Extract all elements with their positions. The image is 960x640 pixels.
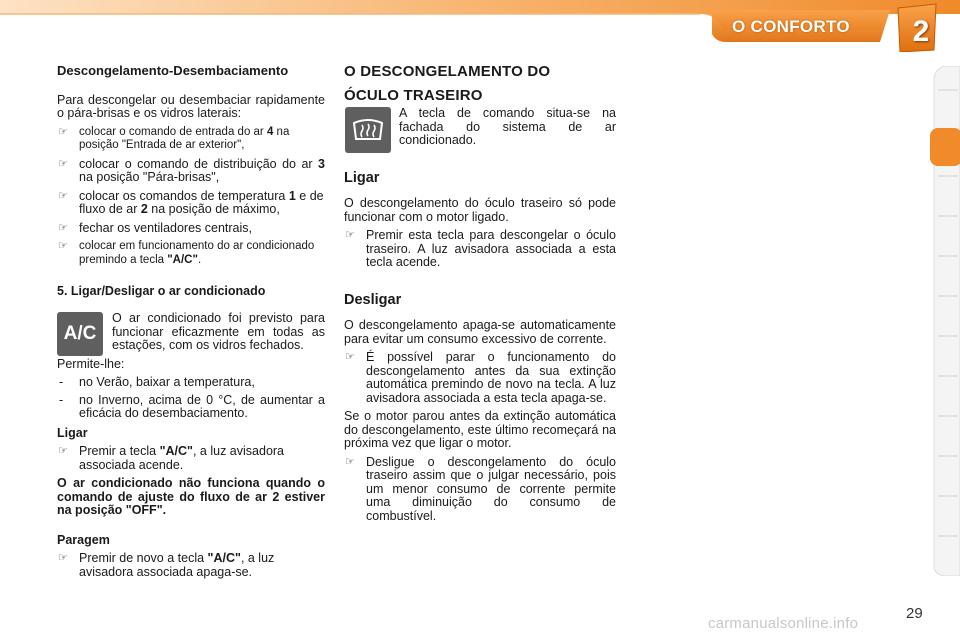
list-item: ☞ Premir de novo a tecla "A/C", a luz avisadora associada apaga-se.: [58, 551, 275, 579]
list-item: ☞ colocar o comando de entrada do ar 4 na posição "Entrada de ar exterior",: [58, 125, 290, 151]
right-intro: A tecla de comando situa-se na fachada do sistema de ar condicionado.: [399, 106, 616, 147]
right-ligar-text: O descongelamento do óculo traseiro só pode funcionar com o motor ligado.: [344, 196, 616, 224]
right-heading-line1: O DESCONGELAMENTO DO: [344, 63, 551, 80]
chapter-tabs: [924, 66, 960, 576]
pointing-hand-icon: ☞: [58, 189, 68, 202]
page-title: O CONFORTO: [732, 17, 850, 36]
list-item: ☞ fechar os ventiladores centrais,: [58, 220, 253, 235]
list-item: ☞ colocar o comando de distribuição do ar 3 na posição "Pára-brisas",: [58, 156, 325, 184]
permite-text: Permite-lhe:: [57, 356, 125, 371]
warning-text: O ar condicionado não funciona quando o comando de ajuste do fluxo de ar 2 estiver na posição "OFF".: [57, 476, 325, 517]
list-item: ☞ Desligue o descongelamento do óculo traseiro assim que o julgar necessário, pois um menor consumo de corrente permite uma diminuição do consumo de combustível.: [345, 454, 616, 523]
pointing-hand-icon: ☞: [58, 240, 68, 252]
right-heading-line2: ÓCULO TRASEIRO: [344, 87, 483, 104]
header-banner: [0, 0, 960, 52]
right-ligar-heading: Ligar: [344, 169, 380, 186]
left-column: [57, 64, 325, 304]
right-motor-text: Se o motor parou antes da extinção automática do descongelamento, este último recomeçará na próxima vez que ligar o motor.: [344, 409, 616, 450]
list-item: ☞ colocar em funcionamento do ar condicionado premindo a tecla "A/C".: [58, 240, 315, 266]
pointing-hand-icon: ☞: [345, 351, 355, 363]
pointing-hand-icon: ☞: [58, 125, 68, 138]
ligar-heading: Ligar: [57, 425, 88, 440]
ac-heading: 5. Ligar/Desligar o ar condicionado: [57, 284, 266, 298]
pointing-hand-icon: ☞: [58, 552, 68, 564]
ac-icon-label: A/C: [63, 323, 97, 344]
pointing-hand-icon: ☞: [58, 157, 68, 170]
watermark: carmanualsonline.info: [708, 615, 859, 632]
list-item: ☞ É possível parar o funcionamento do descongelamento antes da sua extinção automática premindo de novo na tecla. A luz avisadora associada a esta tecla apaga-se.: [345, 350, 616, 405]
list-item: ☞ Premir a tecla "A/C", a luz avisadora associada acende.: [58, 444, 285, 472]
pointing-hand-icon: ☞: [58, 445, 68, 457]
left-heading: Descongelamento-Desembaciamento: [57, 63, 289, 78]
page-number: 29: [906, 605, 923, 622]
right-desligar-text: O descongelamento apaga-se automaticamente para evitar um consumo excessivo de corrente.: [344, 318, 616, 346]
chapter-number: 2: [912, 15, 930, 48]
pointing-hand-icon: ☞: [345, 455, 355, 468]
ac-description: O ar condicionado foi previsto para funcionar eficazmente em todas as estações, com os vidros fechados.: [112, 311, 325, 352]
pointing-hand-icon: ☞: [345, 229, 355, 241]
right-column-body: [344, 107, 616, 528]
list-item: ☞ colocar os comandos de temperatura 1 e de fluxo de ar 2 na posição de máximo,: [58, 188, 324, 216]
pointing-hand-icon: ☞: [58, 221, 68, 234]
right-column: [344, 62, 616, 110]
paragem-heading: Paragem: [57, 532, 110, 547]
tab-strip: [924, 66, 960, 576]
left-column-lower: [57, 312, 325, 584]
list-item: ☞ Premir esta tecla para descongelar o óculo traseiro. A luz avisadora associada a esta tecla acende.: [345, 228, 616, 269]
right-desligar-heading: Desligar: [344, 291, 402, 308]
list-item: - no Inverno, acima de 0 °C, de aumentar a eficácia do desembaciamento.: [59, 392, 325, 420]
list-item: - no Verão, baixar a temperatura,: [59, 375, 255, 389]
left-intro: Para descongelar ou desembaciar rapidamente o pára-brisas e os vidros laterais:: [57, 92, 325, 120]
